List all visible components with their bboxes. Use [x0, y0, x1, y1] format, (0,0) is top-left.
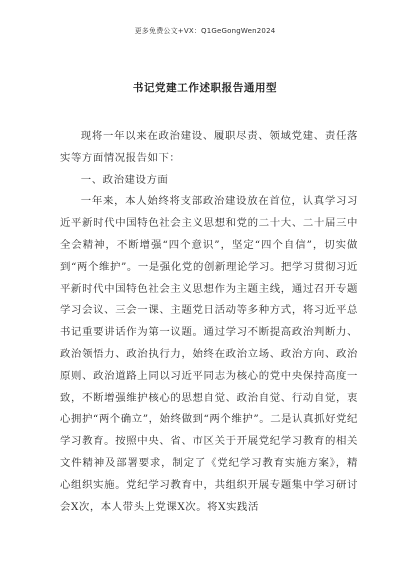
document-body — [60, 126, 358, 518]
intro-paragraph: 现将一年以来在政治建设、履职尽责、领域党建、责任落实等方面情况报告如下： — [60, 130, 358, 164]
page-title: 书记党建工作述职报告通用型 — [132, 82, 278, 94]
section-heading: 一、政治建设方面 — [80, 173, 169, 186]
body-paragraph: 一年来，本人始终将支部政治建设放在首位，认真学习习近平新时代中国特色社会主义思想和党的二十大、二十届三中全会精神，不断增强“四个意识”，坚定“四个自信”，切实做到“两个维护”。一是强化党的创新理论学习。把学习贯彻习近平新时代中国特色社会主义思想作为主题主线，通过召开专题学习会议、三会一课、主题党日活动等多种方式，将习近平总书记重要讲话作为第一议题。通过学习不断提高政治判断力、政治领悟力、政治执行力，始终在政治立场、政治方向、政治原则、政治道路上同以习近平同志为核心的党中央保持高度一致，不断增强维护核心的思想自觉、政治自觉、行动自觉，衷心拥护“两个确立”，始终做到“两个维护”。二是认真抓好党纪学习教育。按照中央、省、市区关于开展党纪学习教育的相关文件精神及部署要求，制定了《党纪学习教育实施方案》，精心组织实施。党纪学习教育中，共组织开展专题集中学习研讨会X次，本人带头上党课X次。将X实践活 — [60, 195, 358, 513]
top-note: 更多免费公文+VX：Q1GeGongWen2024 — [134, 27, 276, 35]
